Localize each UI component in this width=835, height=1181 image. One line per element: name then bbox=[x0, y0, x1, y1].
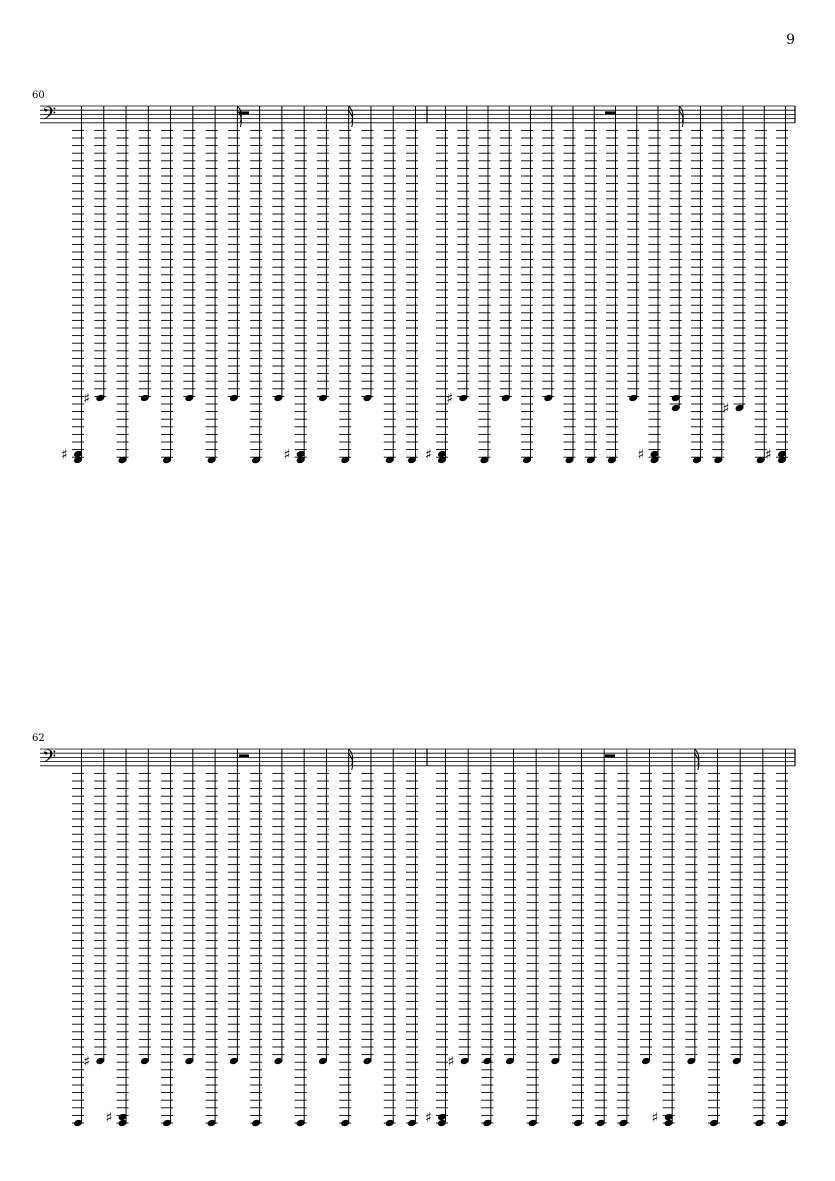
sharp-icon: ♯ bbox=[765, 447, 772, 463]
half-rest-icon bbox=[239, 754, 249, 757]
half-rest-icon bbox=[605, 754, 615, 757]
flag-icon bbox=[349, 106, 353, 127]
measure-number: 62 bbox=[32, 733, 45, 744]
sharp-icon: ♯ bbox=[61, 447, 68, 463]
sharp-icon: ♯ bbox=[447, 1054, 455, 1070]
sharp-icon: ♯ bbox=[105, 1110, 113, 1126]
page-number: 9 bbox=[786, 32, 795, 48]
sharp-icon: ♯ bbox=[722, 401, 730, 417]
sharp-icon: ♯ bbox=[83, 391, 91, 407]
sharp-icon: ♯ bbox=[651, 1110, 659, 1126]
half-rest-icon bbox=[605, 111, 615, 114]
flag-icon bbox=[679, 106, 683, 127]
flag-icon bbox=[349, 749, 353, 770]
sharp-icon: ♯ bbox=[425, 1110, 432, 1126]
bass-clef-icon: 𝄢 bbox=[42, 747, 57, 772]
flag-icon bbox=[237, 106, 241, 127]
flag-icon bbox=[695, 749, 699, 770]
measure-number: 60 bbox=[32, 90, 45, 101]
sharp-icon: ♯ bbox=[446, 391, 454, 407]
sharp-icon: ♯ bbox=[83, 1054, 91, 1070]
sharp-icon: ♯ bbox=[637, 447, 645, 463]
bass-clef-icon: 𝄢 bbox=[42, 104, 57, 129]
sharp-icon: ♯ bbox=[425, 447, 432, 463]
sharp-icon: ♯ bbox=[283, 447, 291, 463]
